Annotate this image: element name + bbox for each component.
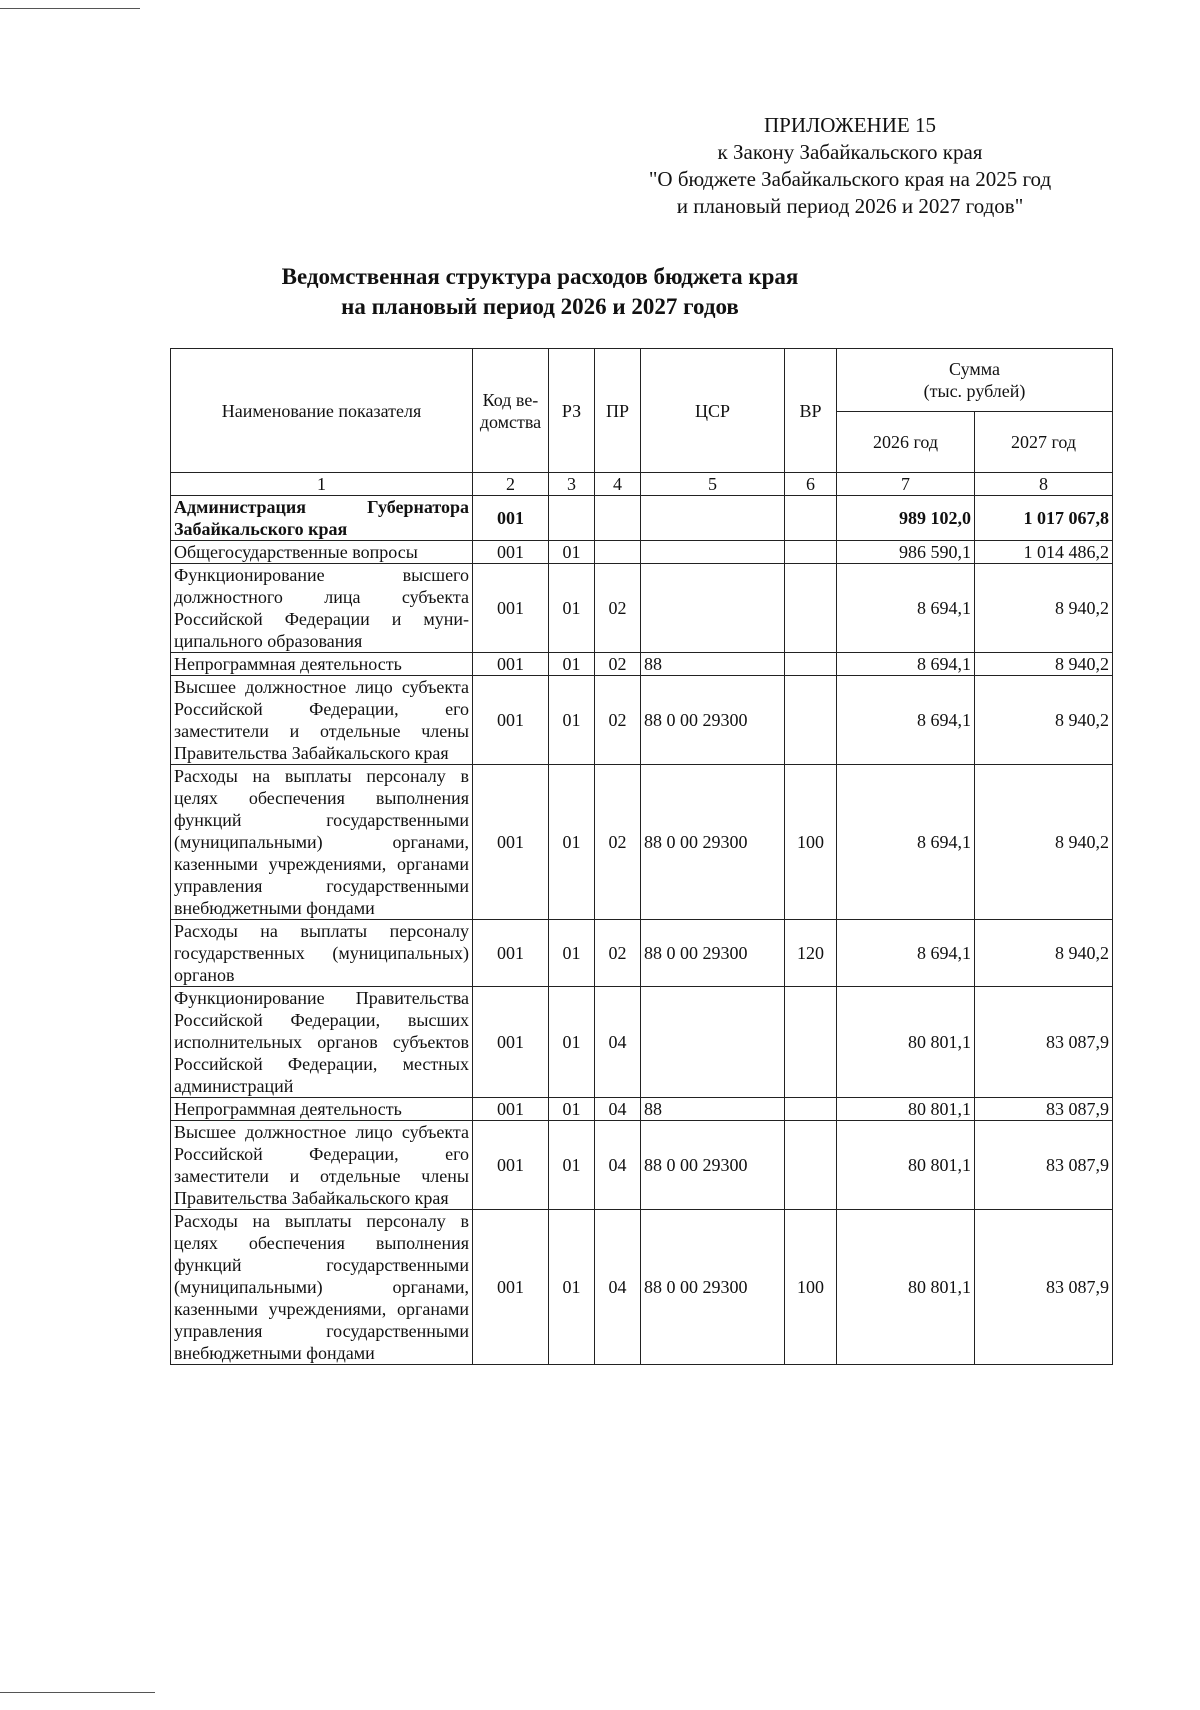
row-dept-code-cell: 001 (473, 676, 549, 765)
row-name-cell: Непрограммная деятельность (171, 653, 473, 676)
row-dept-code-cell: 001 (473, 496, 549, 541)
header-2026: 2026 год (837, 412, 975, 473)
row-pr-cell: 02 (595, 653, 641, 676)
row-pr-cell: 04 (595, 1121, 641, 1210)
appendix-law-title: "О бюджете Забайкальского края на 2025 год (648, 167, 1052, 191)
row-vr-cell: 100 (785, 1210, 837, 1365)
row-amount-2027-cell: 8 940,2 (975, 920, 1113, 987)
header-pr: ПР (595, 349, 641, 473)
row-dept-code-cell: 001 (473, 1210, 549, 1365)
column-number: 8 (975, 473, 1113, 496)
row-csr-cell (641, 564, 785, 653)
header-sum-label: Сумма (949, 359, 1000, 379)
row-name-cell: Расходы на выплаты персоналу в целях обеспечения выполнения функций государственными (муниципальными) органами, казенными учреждениями, органами управления государственными внебюджетными фондами (171, 1210, 473, 1365)
row-vr-cell (785, 1098, 837, 1121)
row-rz-cell: 01 (549, 765, 595, 920)
row-rz-cell: 01 (549, 987, 595, 1098)
row-pr-cell: 02 (595, 920, 641, 987)
document-title (170, 262, 910, 322)
row-amount-2027-cell: 8 940,2 (975, 765, 1113, 920)
row-name-cell: Администрация Губернатора Забайкальского края (171, 496, 473, 541)
row-csr-cell: 88 (641, 653, 785, 676)
row-amount-2027-cell: 8 940,2 (975, 676, 1113, 765)
row-pr-cell (595, 541, 641, 564)
row-csr-cell: 88 (641, 1098, 785, 1121)
table-body (171, 473, 1113, 1365)
table-row (171, 541, 1113, 564)
table-row (171, 987, 1113, 1098)
row-csr-cell: 88 0 00 29300 (641, 676, 785, 765)
budget-table (170, 348, 1113, 1365)
row-csr-cell (641, 987, 785, 1098)
row-dept-code-cell: 001 (473, 920, 549, 987)
table-row (171, 765, 1113, 920)
header-2027: 2027 год (975, 412, 1113, 473)
row-name-cell: Расходы на выплаты персоналу государственных (муниципальных) органов (171, 920, 473, 987)
row-rz-cell: 01 (549, 676, 595, 765)
appendix-law-period: и плановый период 2026 и 2027 годов" (676, 194, 1024, 218)
row-csr-cell (641, 496, 785, 541)
row-vr-cell (785, 987, 837, 1098)
row-name-cell: Высшее должностное лицо субъекта Российской Федерации, его заместители и отдельные члены Правительства Забайкальского края (171, 1121, 473, 1210)
row-csr-cell (641, 541, 785, 564)
row-amount-2026-cell: 986 590,1 (837, 541, 975, 564)
row-pr-cell: 04 (595, 987, 641, 1098)
table-row (171, 676, 1113, 765)
row-dept-code-cell: 001 (473, 1121, 549, 1210)
row-pr-cell: 02 (595, 765, 641, 920)
row-amount-2026-cell: 8 694,1 (837, 920, 975, 987)
appendix-law-ref: к Закону Забайкальского края (717, 140, 983, 164)
row-name-cell: Общегосударственные вопросы (171, 541, 473, 564)
row-amount-2026-cell: 80 801,1 (837, 1121, 975, 1210)
column-number: 4 (595, 473, 641, 496)
row-vr-cell (785, 676, 837, 765)
column-number: 1 (171, 473, 473, 496)
header-rz: РЗ (549, 349, 595, 473)
row-rz-cell: 01 (549, 1210, 595, 1365)
row-dept-code-cell: 001 (473, 541, 549, 564)
table-row (171, 564, 1113, 653)
row-pr-cell (595, 496, 641, 541)
row-rz-cell: 01 (549, 1121, 595, 1210)
table-row (171, 653, 1113, 676)
row-vr-cell: 120 (785, 920, 837, 987)
row-rz-cell: 01 (549, 1098, 595, 1121)
row-csr-cell: 88 0 00 29300 (641, 765, 785, 920)
row-amount-2026-cell: 989 102,0 (837, 496, 975, 541)
row-amount-2027-cell: 1 014 486,2 (975, 541, 1113, 564)
row-amount-2027-cell: 83 087,9 (975, 1121, 1113, 1210)
column-number-row (171, 473, 1113, 496)
row-name-cell: Функционирование Правительства Российской Федерации, высших исполнительных органов субъектов Российской Федерации, местных администраций (171, 987, 473, 1098)
header-vr: ВР (785, 349, 837, 473)
row-dept-code-cell: 001 (473, 1098, 549, 1121)
scan-artifact-line (0, 8, 140, 9)
row-name-cell: Высшее должностное лицо субъекта Российской Федерации, его заместители и отдельные члены Правительства Забайкальского края (171, 676, 473, 765)
row-csr-cell: 88 0 00 29300 (641, 920, 785, 987)
row-amount-2026-cell: 80 801,1 (837, 1098, 975, 1121)
row-vr-cell (785, 496, 837, 541)
row-amount-2027-cell: 8 940,2 (975, 564, 1113, 653)
appendix-number: ПРИЛОЖЕНИЕ 15 (764, 113, 936, 137)
table-row (171, 1121, 1113, 1210)
row-name-cell: Расходы на выплаты персоналу в целях обеспечения выполнения функций государственными (муниципальными) органами, казенными учреждениями, органами управления государственными внебюджетными фондами (171, 765, 473, 920)
header-sum (837, 349, 1113, 412)
row-amount-2027-cell: 8 940,2 (975, 653, 1113, 676)
row-amount-2027-cell: 83 087,9 (975, 1210, 1113, 1365)
appendix-header (600, 112, 1100, 220)
row-vr-cell (785, 564, 837, 653)
row-amount-2026-cell: 80 801,1 (837, 987, 975, 1098)
title-line-1: Ведомственная структура расходов бюджета края (281, 264, 799, 289)
row-pr-cell: 02 (595, 564, 641, 653)
row-amount-2026-cell: 80 801,1 (837, 1210, 975, 1365)
row-pr-cell: 04 (595, 1098, 641, 1121)
column-number: 7 (837, 473, 975, 496)
row-vr-cell: 100 (785, 765, 837, 920)
column-number: 6 (785, 473, 837, 496)
header-sum-unit: (тыс. рублей) (923, 381, 1026, 401)
row-csr-cell: 88 0 00 29300 (641, 1210, 785, 1365)
row-rz-cell: 01 (549, 564, 595, 653)
row-amount-2026-cell: 8 694,1 (837, 676, 975, 765)
column-number: 2 (473, 473, 549, 496)
column-number: 3 (549, 473, 595, 496)
row-dept-code-cell: 001 (473, 653, 549, 676)
title-line-2: на плановый период 2026 и 2027 годов (341, 294, 739, 319)
row-amount-2027-cell: 83 087,9 (975, 987, 1113, 1098)
row-amount-2027-cell: 1 017 067,8 (975, 496, 1113, 541)
row-dept-code-cell: 001 (473, 987, 549, 1098)
row-amount-2026-cell: 8 694,1 (837, 765, 975, 920)
header-csr: ЦСР (641, 349, 785, 473)
row-vr-cell (785, 653, 837, 676)
header-name: Наименование показателя (171, 349, 473, 473)
row-name-cell: Функционирование высшего должностного лица субъекта Российской Федерации и муниципального образования (171, 564, 473, 653)
table-row (171, 496, 1113, 541)
row-rz-cell: 01 (549, 920, 595, 987)
row-dept-code-cell: 001 (473, 564, 549, 653)
row-pr-cell: 02 (595, 676, 641, 765)
row-amount-2027-cell: 83 087,9 (975, 1098, 1113, 1121)
row-name-cell: Непрограммная деятельность (171, 1098, 473, 1121)
scan-artifact-line (0, 1692, 155, 1693)
row-csr-cell: 88 0 00 29300 (641, 1121, 785, 1210)
row-dept-code-cell: 001 (473, 765, 549, 920)
table-row (171, 1098, 1113, 1121)
row-vr-cell (785, 541, 837, 564)
row-rz-cell: 01 (549, 653, 595, 676)
column-number: 5 (641, 473, 785, 496)
row-amount-2026-cell: 8 694,1 (837, 564, 975, 653)
row-rz-cell: 01 (549, 541, 595, 564)
table-row (171, 1210, 1113, 1365)
header-row (171, 349, 1113, 412)
header-dept-code: Код ве-домства (473, 349, 549, 473)
row-amount-2026-cell: 8 694,1 (837, 653, 975, 676)
row-pr-cell: 04 (595, 1210, 641, 1365)
table-row (171, 920, 1113, 987)
row-vr-cell (785, 1121, 837, 1210)
row-rz-cell (549, 496, 595, 541)
